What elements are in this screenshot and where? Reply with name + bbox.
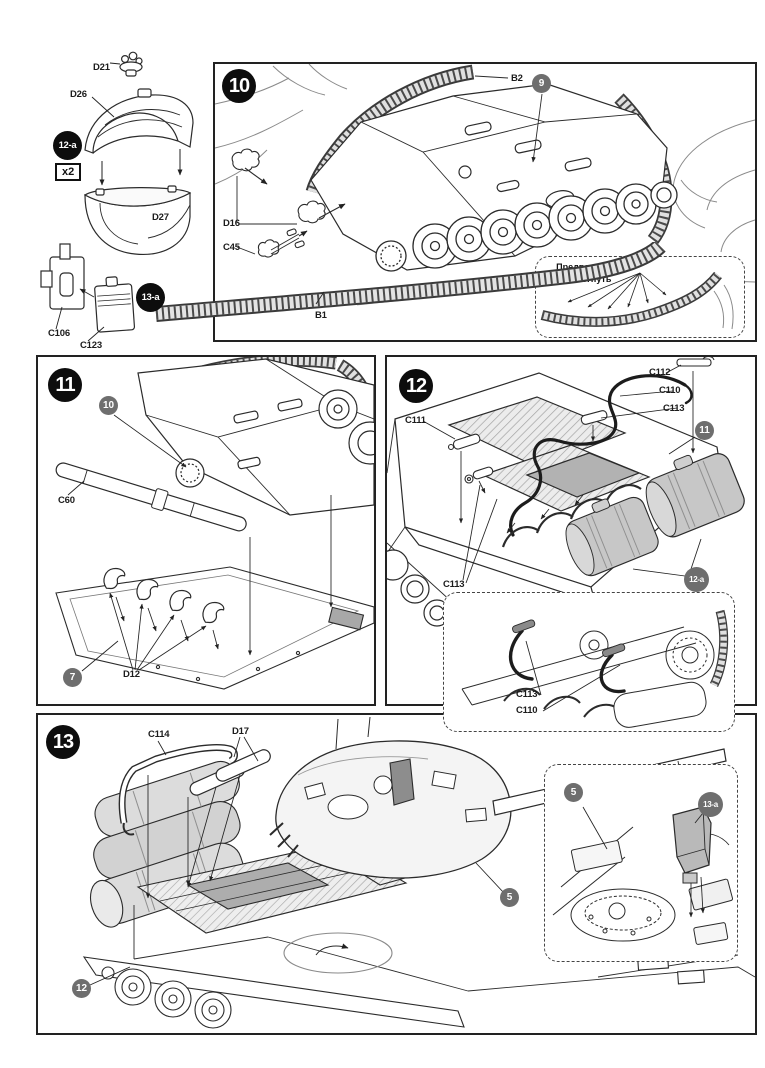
quantity-x2-box: x2: [55, 163, 81, 181]
part-label-c112: C112: [649, 367, 671, 378]
inset-ref-badge-13a: 13-a: [698, 792, 723, 817]
part-label-c110: C110: [659, 385, 681, 396]
part-d21-cap: [120, 52, 142, 76]
step13-number-badge: 13: [46, 725, 80, 759]
inverted-hull-drawing: [138, 359, 374, 515]
part-label-d27: D27: [152, 212, 169, 223]
step12-number-badge: 12: [399, 369, 433, 403]
part-label-c106: C106: [48, 328, 70, 339]
step11-panel: [36, 355, 376, 706]
part-label-d17: D17: [232, 726, 249, 737]
part-label-c113: C113: [663, 403, 685, 414]
part-label-c113-lower: C113: [443, 579, 465, 590]
step12-ref-badge-11: 11: [695, 421, 714, 440]
step11-drawing: [38, 357, 374, 704]
turret-drawing: [270, 717, 511, 878]
lower-hull-tray-drawing: [56, 567, 374, 689]
part-label-d12: D12: [123, 669, 140, 680]
part-c123-box: [80, 276, 135, 332]
step10-ref-badge-9: 9: [532, 74, 551, 93]
inset-label-c113: C113: [516, 689, 538, 700]
step12-inset-drawing: [444, 593, 732, 729]
prebend-note-line2: согнуть: [576, 273, 612, 284]
part-d26-drum-top: [85, 89, 193, 153]
inset-label-c110: C110: [516, 705, 538, 716]
step13-ref-badge-12: 12: [72, 979, 91, 998]
part-label-c60: C60: [58, 495, 75, 506]
part-label-d16: D16: [223, 218, 240, 229]
part-13a-highlight: [673, 807, 711, 883]
part-label-d21: D21: [93, 62, 110, 73]
part-label-b2: B2: [511, 73, 523, 84]
step12-rear-inset: [443, 592, 735, 732]
step12-ref-badge-12a: 12-a: [684, 567, 709, 592]
prebend-note-line1: Предварительно: [556, 262, 632, 272]
part-label-c111: C111: [405, 415, 426, 426]
inset-ref-badge-5: 5: [564, 783, 583, 802]
step13-ref-badge-5: 5: [500, 888, 519, 907]
subassembly-badge-12a: 12-a: [53, 131, 82, 160]
step11-number-badge: 11: [48, 368, 82, 402]
step11-ref-badge-7: 7: [63, 668, 82, 687]
step13-panel: [36, 713, 757, 1035]
step13-turret-inset: [544, 764, 738, 962]
track-b1-drawing: [148, 242, 678, 337]
part-label-b1: B1: [315, 310, 327, 321]
part-label-d26: D26: [70, 89, 87, 100]
step11-ref-badge-10: 10: [99, 396, 118, 415]
part-label-c123: C123: [80, 340, 102, 351]
part-c106-bracket: [41, 244, 84, 309]
subassembly-badge-13a: 13-a: [136, 283, 165, 312]
part-label-c45: C45: [223, 242, 240, 253]
part-label-c114: C114: [148, 729, 170, 740]
step10-number-badge: 10: [222, 69, 256, 103]
